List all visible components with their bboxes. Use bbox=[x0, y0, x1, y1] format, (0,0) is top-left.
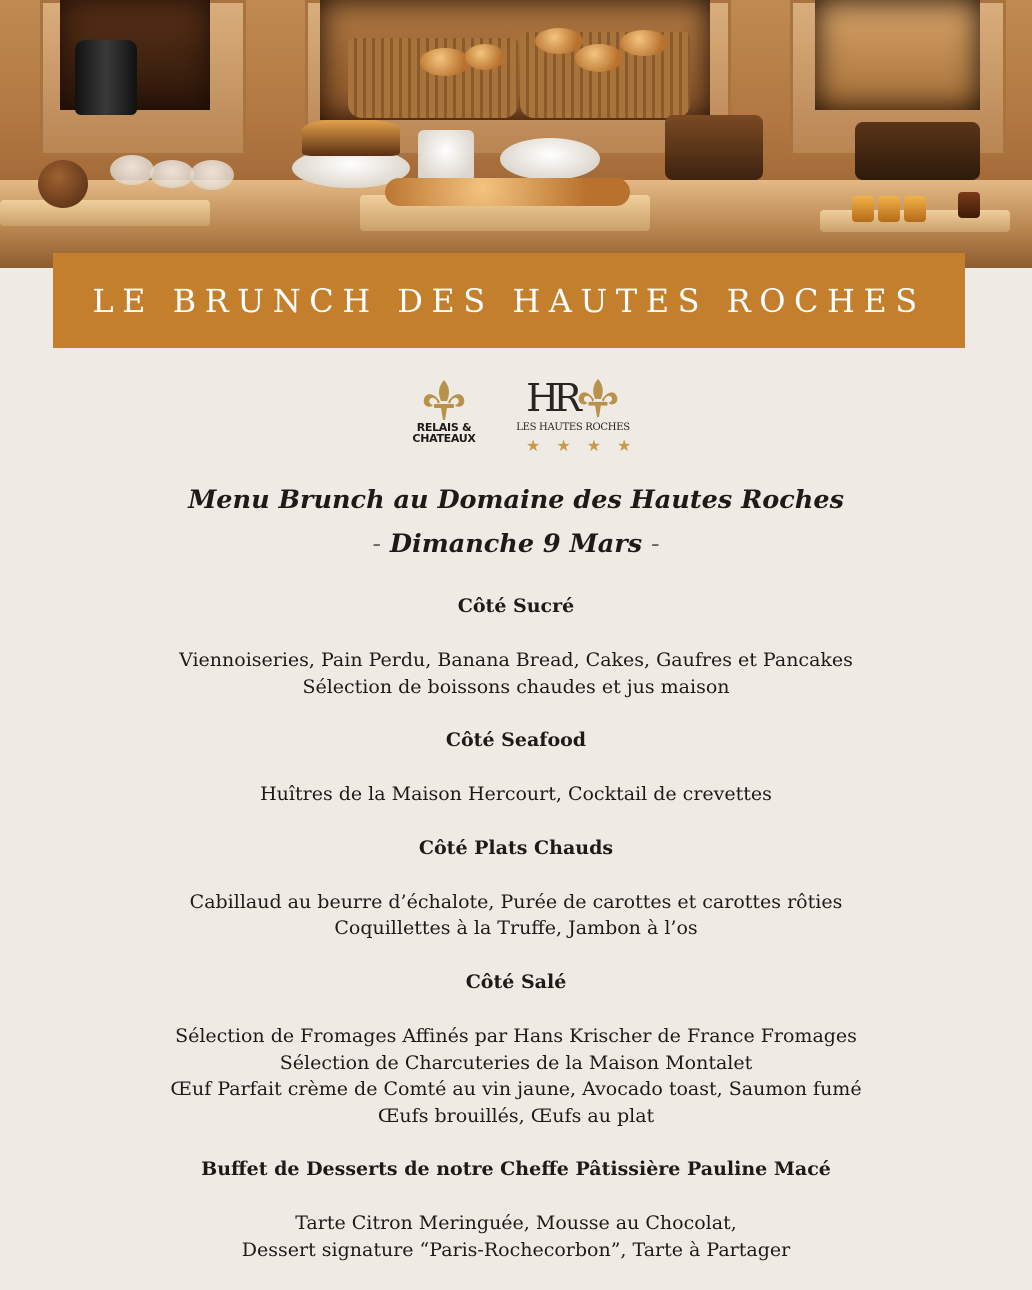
menu-item-line: Dessert signature “Paris-Rochecorbon”, Tarte à Partager bbox=[241, 1238, 791, 1261]
menu-item-line: Cabillaud au beurre d’échalote, Purée de carottes et carottes rôties bbox=[189, 890, 843, 913]
section-items bbox=[0, 647, 1032, 700]
bread-roll bbox=[420, 48, 470, 76]
section-title: Côté Salé bbox=[465, 970, 567, 993]
date-dash-right: - bbox=[650, 529, 660, 559]
glass-cup bbox=[110, 155, 154, 185]
bread-board-left bbox=[0, 200, 210, 226]
niche-right bbox=[815, 0, 980, 110]
menu-item-line: Viennoiseries, Pain Perdu, Banana Bread, Cakes, Gaufres et Pancakes bbox=[179, 649, 853, 671]
croissant bbox=[620, 30, 668, 56]
menu-date: Dimanche 9 Mars bbox=[389, 529, 643, 559]
rye-loaf bbox=[855, 122, 980, 180]
relais-chateaux-logo bbox=[404, 378, 484, 444]
section-cote-seafood bbox=[0, 727, 1032, 808]
section-items bbox=[0, 1023, 1032, 1129]
banner-title: LE BRUNCH DES HAUTES ROCHES bbox=[92, 281, 926, 320]
croissant bbox=[575, 44, 623, 72]
glass-cup bbox=[190, 160, 234, 190]
jam-jar bbox=[958, 192, 980, 218]
menu-item-line: Œufs brouillés, Œufs au plat bbox=[377, 1104, 655, 1127]
hr-name-text: LES HAUTES ROCHES bbox=[516, 422, 630, 433]
glass-cup bbox=[150, 160, 194, 188]
menu-item-line: Sélection de Fromages Affinés par Hans Krischer de France Fromages bbox=[175, 1024, 857, 1047]
jam-jar bbox=[904, 196, 926, 222]
section-title: Côté Plats Chauds bbox=[418, 836, 614, 859]
menu-item-line: Coquillettes à la Truffe, Jambon à l’os bbox=[334, 917, 698, 940]
menu-title: Menu Brunch au Domaine des Hautes Roches bbox=[188, 485, 844, 515]
section-cote-plats-chauds bbox=[0, 835, 1032, 942]
fleur-de-lis-icon bbox=[576, 377, 620, 419]
section-title: Buffet de Desserts de notre Cheffe Pâtissière Pauline Macé bbox=[201, 1158, 831, 1181]
section-cote-sucre bbox=[0, 593, 1032, 700]
croissant bbox=[535, 28, 583, 54]
menu-item-line: Tarte Citron Meringuée, Mousse au Chocolat, bbox=[295, 1212, 737, 1235]
hotel-stars: ★★★★ bbox=[526, 436, 648, 455]
section-buffet-desserts bbox=[0, 1156, 1032, 1263]
jam-jar bbox=[852, 196, 874, 222]
bread-loaf bbox=[665, 115, 763, 180]
section-items bbox=[0, 889, 1032, 942]
baguette bbox=[385, 178, 630, 206]
scrambled-eggs-bowl bbox=[500, 138, 600, 180]
section-title: Côté Seafood bbox=[445, 729, 587, 752]
hr-monogram: HR bbox=[526, 376, 576, 420]
section-cote-sale bbox=[0, 969, 1032, 1129]
menu-item-line: Sélection de Charcuteries de la Maison Montalet bbox=[279, 1051, 753, 1074]
relais-text-line2: CHATEAUX bbox=[412, 432, 476, 445]
jam-jar bbox=[878, 196, 900, 222]
menu-date-line bbox=[0, 522, 1032, 566]
hero-photo-buffet bbox=[0, 0, 1032, 268]
section-title: Côté Sucré bbox=[457, 595, 575, 617]
bread-roll bbox=[465, 44, 505, 70]
section-items bbox=[0, 781, 1032, 808]
section-items bbox=[0, 1210, 1032, 1263]
date-dash-left: - bbox=[372, 529, 382, 559]
fleur-de-lis-icon bbox=[421, 378, 467, 422]
relais-text-line1: RELAIS & bbox=[416, 421, 472, 434]
coffee-pot bbox=[75, 40, 137, 115]
cup bbox=[418, 130, 474, 182]
muffins bbox=[302, 120, 400, 156]
menu-item-line: Œuf Parfait crème de Comté au vin jaune, Avocado toast, Saumon fumé bbox=[170, 1078, 862, 1101]
hautes-roches-logo bbox=[512, 376, 648, 455]
logo-row bbox=[0, 372, 1032, 462]
menu-item-line: Sélection de boissons chaudes et jus maison bbox=[302, 675, 730, 698]
menu-item-line: Huîtres de la Maison Hercourt, Cocktail de crevettes bbox=[260, 783, 772, 806]
title-banner bbox=[53, 253, 965, 348]
menu-body bbox=[0, 478, 1032, 1264]
rustic-bread bbox=[38, 160, 88, 208]
hr-logo-top bbox=[512, 376, 634, 420]
